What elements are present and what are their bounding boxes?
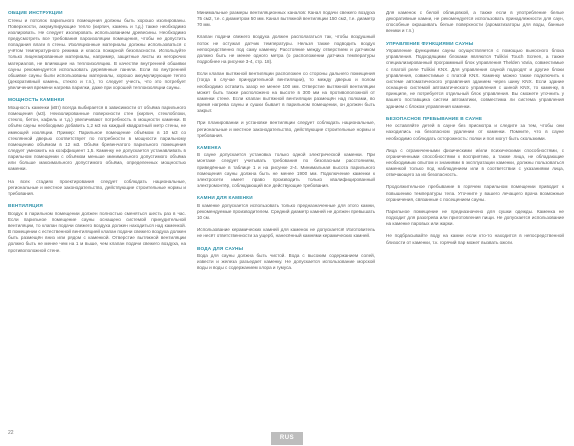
paragraph-long-stay: Продолжительное пребывание в горячем парильном помещении приводит к повышению температуры тела. Уточните у вашего лечащего врача возможные ограничения, связанные с посещением сауны. [386,184,564,202]
heading-safe-bathing: БЕЗОПАСНОЕ ПРЕБЫВАНИЕ В САУНЕ [386,115,483,121]
column-left [8,10,186,260]
paragraph-limited-abilities: Лица с ограниченными физическими и/или психическими способностями, с ограниченными способностями к восприятию, а также лица, не обладающие необходимым опытом и знаниями в эксплуатации каменки, должны пользоваться каменкой только под наблюдением или в соответствии с указаниями лица, отвечающего за их безопасность. [386,147,564,178]
column-right [386,10,564,252]
heading-general-instructions: ОБЩИЕ ИНСТРУКЦИИ [8,10,63,15]
paragraph-vent-regulations: При планировании и установке вентиляции следует соблюдать национальные, региональные и местное законодательство, действующие строительные нормы и требования. [197,120,375,138]
paragraph-sauna-control: Управление функциями сауны осуществляется с помощью выносного блока управления. Подходящими блоками являются Tulikivi Touch Screen, а также специализированный программный блок управления Thelden Varia, совместимые с платой реле Tulikivi KNX. Для управления сауной подходят и другие блоки управления, совместимые с платой KNX. Каменку можно также подключить к системе автоматического управления зданием через шину KNX. Если здание оснащено системой автоматического управления с шиной KNX, то каменку, в принципе, не потребуется отдельный блок управления. Вы сможете уточнить у вашего поставщика систем автоматики, совместима ли система управления зданием с блоком управления каменки. [386,48,564,109]
page-number: 22 [8,430,14,436]
heading-heater-power: МОЩНОСТЬ КАМЕНКИ [8,97,65,103]
paragraph-vent-sizes: Минимальные размеры вентиляционных каналов: Канал подачи свежего воздуха 75 см2, т.е. с диаметром 50 мм. Канал вытяжной вентиляции 150 см2, т.е. диаметр 70 мм. [197,10,375,28]
paragraph-heater-power: Мощность каменки (кВт) всегда выбирается в зависимости от объёма парильного помещения (м3). Неизолированные поверхности стен (кирпич, стеклоблоки, стекло, бетон, кафель и т.д.) увеличивают потребность в мощности каменки. В объём сауны необходимо добавить 1,2 м3 на каждый квадратный метр стены, не имеющей изоляции. Пример: Парильное помещение объёмом в 10 м3 со стеклянной дверью соответствует по потребности в мощности парильному помещению объёмом в 12 м3. Объём бревенчатого парильного помещения следует умножить на коэффициент 1,5. Каменку не допускается устанавливать в парильном помещении с объёмом меньше минимального допустимого объёма или больше максимального допустимого объёма, определенных мощностью каменки. [8,104,186,172]
paragraph-children: Не оставляйте детей в сауне без присмотра и следите за тем, чтобы они находились на безопасном удалении от каменки. Помните, что в сауне необходимо соблюдать осторожность: полки и пол могут быть скользкими. [386,123,564,141]
heading-sauna-water: ВОДА ДЛЯ САУНЫ [197,245,244,251]
paragraph-water-warning: Не подбрасывайте воду на камни если кто-то находится в непосредственной близости от каменки, т.к. горячий пар может вызвать ожоги. [386,233,564,245]
paragraph-fresh-air-valve: Клапан подачи свежего воздуха должен располагаться так, чтобы воздушный поток не остужал датчик температуры. Нельзя также подводить воздух непосредственно под саму каменку. Расстояние между отверстием и датчиком должно быть не менее одного метра (о расположении датчика температуры подробнее на рисунке 3-4, стр. 18). [197,34,375,65]
heading-ventilation: ВЕНТИЛЯЦИЯ [8,203,43,209]
heading-sauna-control: УПРАВЛЕНИЕ ФУНКЦИЯМИ САУНЫ [386,40,474,46]
column-middle [197,10,375,278]
heading-heater-stones: КАМНИ ДЛЯ КАМЕНКИ [197,195,253,201]
paragraph-heater-power-regulations: На всех стадиях проектирования следует соблюдать национальные, региональные и местное законодательство, действующие строительные нормы и требования. [8,178,186,196]
paragraph-ceramic-stones: Использование керамических камней для каменок не допускается! Изготовитель не несёт ответственности за ущерб, нанесённый камнями керамических камней. [197,227,375,239]
paragraph-sauna-water: Вода для сауны должна быть чистой. Вода с высоким содержанием солей, извести и железа разъедает каменку. Не допускается использование морской воды и воды с содержанием хлора и гумуса. [197,253,375,271]
paragraph-ventilation: Воздух в парильном помещении должен полностью сменяться шесть раз в час. Если парильное помещение сауны оснащено системой принудительной вентиляции, то клапан подачи свежего воздуха должен находиться над каменкой. В помещении с естественной вентиляцией клапан подачи свежего воздуха должен быть размещён вниз или рядом с каменкой. Отверстие вытяжной вентиляции должно быть не менее чем на 1 м выше, чем клапан подачи свежего воздуха, на противоположной стене. [8,210,186,253]
paragraph-white-finish: Для каменок с белой облицовкой, а также если в употребление белые декоративные камни, не рекомендуется использовать принадлежности для саун, способные окрашивать белые поверхности (ароматизаторы для воды, банные веники и т.п.) [386,10,564,34]
language-badge: RUS [271,432,303,445]
heading-heater: КАМЕНКА [197,144,222,150]
paragraph-heater: В сауне допускается установка только одной электрической каменки. При монтаже следует учитывать требования по безопасным расстояниям, приведённые в таблице 1 и на рисунке 2-4. Минимальная высота парильного помещения сауны должна быть не менее 1900 мм. Подключение каменки к электросети имеет право производить только квалифицированный электромонтёр, соблюдающий все действующие требования. [197,152,375,189]
paragraph-no-drying: Парильное помещение не предназначено для сушки одежды. Каменка не подходит для разогрева или приготовления пищи. Не допускается использование на каменке паровых или жарки. [386,208,564,227]
paragraph-exhaust-valve: Если клапан вытяжной вентиляции расположен со стороны дальнего помещения (тогда в случае принудительной вентиляции), то между дверью и полом необходимо оставить зазор не менее 100 мм. Отверстие вытяжной вентиляции может быть также расположено на высоте в 300 мм на противоположной от каменки стене. Если клапан вытяжной вентиляции размещён над полками, во время нагрева сауны и сушки бывает в парильном помещении, он должен быть закрыт. [197,71,375,114]
paragraph-heater-stones: В каменке допускается использовать только предназначенные для этого камни, рекомендуемые производителем. Средний диаметр камней не должен превышать 10 см. [197,202,375,221]
paragraph-general: Стены и потолок парильного помещения должны быть хорошо изолированы. Поверхности, аккумулирующие тепло (кирпич, камень и т.д.) также необходимо изолировать. Не следует изолировать использованием древесины. Необходимо предусмотреть все требования пароизоляции помещения, чтобы не допустить попадания влаги в стены. Изоляционные материалы должны использоваться с учётом температурного режима и класса пожарной безопасности. Используйте только лицензированные материалы, например, защитные листы из негорючих материалов, не влияющие на теплоизоляцию. В качестве внутренней обшивки сауны рекомендуется использовать деревянные панели. Если во внутренней обшивке сауны были использованы материалы, хорошо аккумулирующие тепло (декоративный камень, стекло и т.п.), то следует учесть, что это потребует увеличения времени нагрева парилки, даже при хорошей теплоизоляции сауны. [8,17,186,91]
